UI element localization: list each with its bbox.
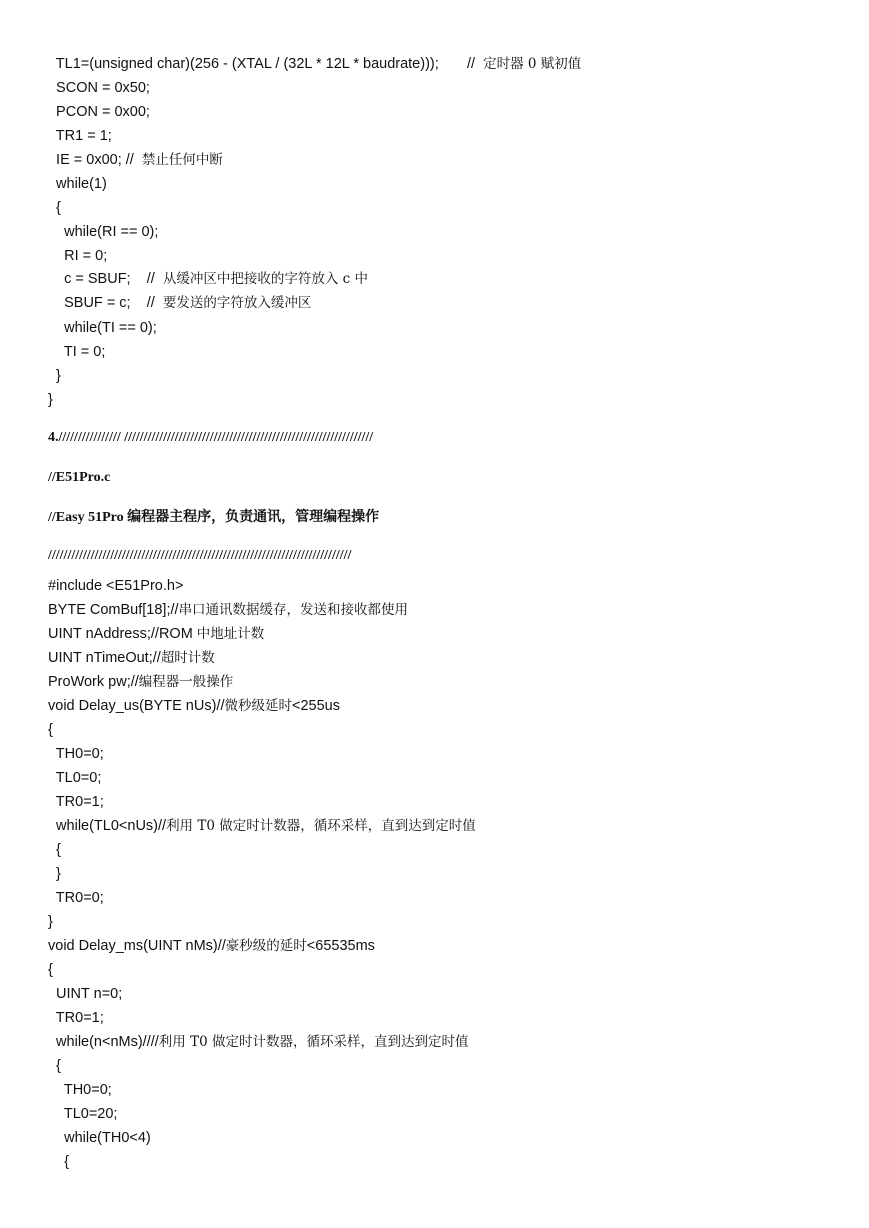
code-line: UINT n=0;	[48, 986, 123, 1002]
code-line: {	[48, 842, 61, 858]
code-line: #include <E51Pro.h>	[48, 578, 184, 594]
code-line: void Delay_us(BYTE nUs)//微秒级延时<255us	[48, 698, 340, 714]
code-line: TL1=(unsigned char)(256 - (XTAL / (32L * 12L * baudrate))); // 定时器 0 赋初值	[48, 56, 582, 72]
code-line: UINT nAddress;//ROM 中地址计数	[48, 626, 265, 642]
code-line: {	[48, 722, 53, 738]
code-line: c = SBUF; // 从缓冲区中把接收的字符放入 c 中	[48, 271, 368, 287]
code-line: PCON = 0x00;	[48, 104, 150, 120]
code-line: {	[48, 962, 53, 978]
code-line: RI = 0;	[48, 248, 108, 264]
code-line: TI = 0;	[48, 344, 106, 360]
code-line: TR0=1;	[48, 1010, 104, 1026]
code-line: SBUF = c; // 要发送的字符放入缓冲区	[48, 295, 312, 311]
separator-heading: //////////////////////////////////////////////////////////////////////////////	[48, 548, 352, 563]
section-heading: 4.//////////////// ////////////////////////////////////////////////////////////////	[48, 430, 374, 445]
code-line: }	[48, 866, 61, 882]
file-name-heading: //E51Pro.c	[48, 470, 111, 485]
code-line: while(TI == 0);	[48, 320, 157, 336]
code-line: while(1)	[48, 176, 107, 192]
code-line: ProWork pw;//编程器一般操作	[48, 674, 234, 690]
code-line: TL0=20;	[48, 1106, 118, 1122]
code-line: while(TH0<4)	[48, 1130, 151, 1146]
code-line: {	[48, 1058, 61, 1074]
code-line: TL0=0;	[48, 770, 102, 786]
code-line: }	[48, 368, 61, 384]
code-line: }	[48, 914, 53, 930]
code-line: BYTE ComBuf[18];//串口通讯数据缓存，发送和接收都使用	[48, 602, 409, 618]
code-line: IE = 0x00; // 禁止任何中断	[48, 152, 223, 168]
code-line: TR1 = 1;	[48, 128, 112, 144]
code-line: while(TL0<nUs)//利用 T0 做定时计数器，循环采样，直到达到定时值	[48, 818, 476, 834]
code-line: {	[48, 200, 61, 216]
code-line: SCON = 0x50;	[48, 80, 150, 96]
code-line: while(n<nMs)////利用 T0 做定时计数器，循环采样，直到达到定时值	[48, 1034, 469, 1050]
code-line: while(RI == 0);	[48, 224, 159, 240]
code-line: TR0=1;	[48, 794, 104, 810]
code-line: UINT nTimeOut;//超时计数	[48, 650, 215, 666]
code-line: void Delay_ms(UINT nMs)//豪秒级的延时<65535ms	[48, 938, 375, 954]
description-heading: //Easy 51Pro 编程器主程序，负责通讯，管理编程操作	[48, 510, 380, 525]
code-line: TR0=0;	[48, 890, 104, 906]
code-line: }	[48, 392, 53, 408]
code-line: TH0=0;	[48, 1082, 112, 1098]
code-line: {	[48, 1154, 69, 1170]
code-line: TH0=0;	[48, 746, 104, 762]
